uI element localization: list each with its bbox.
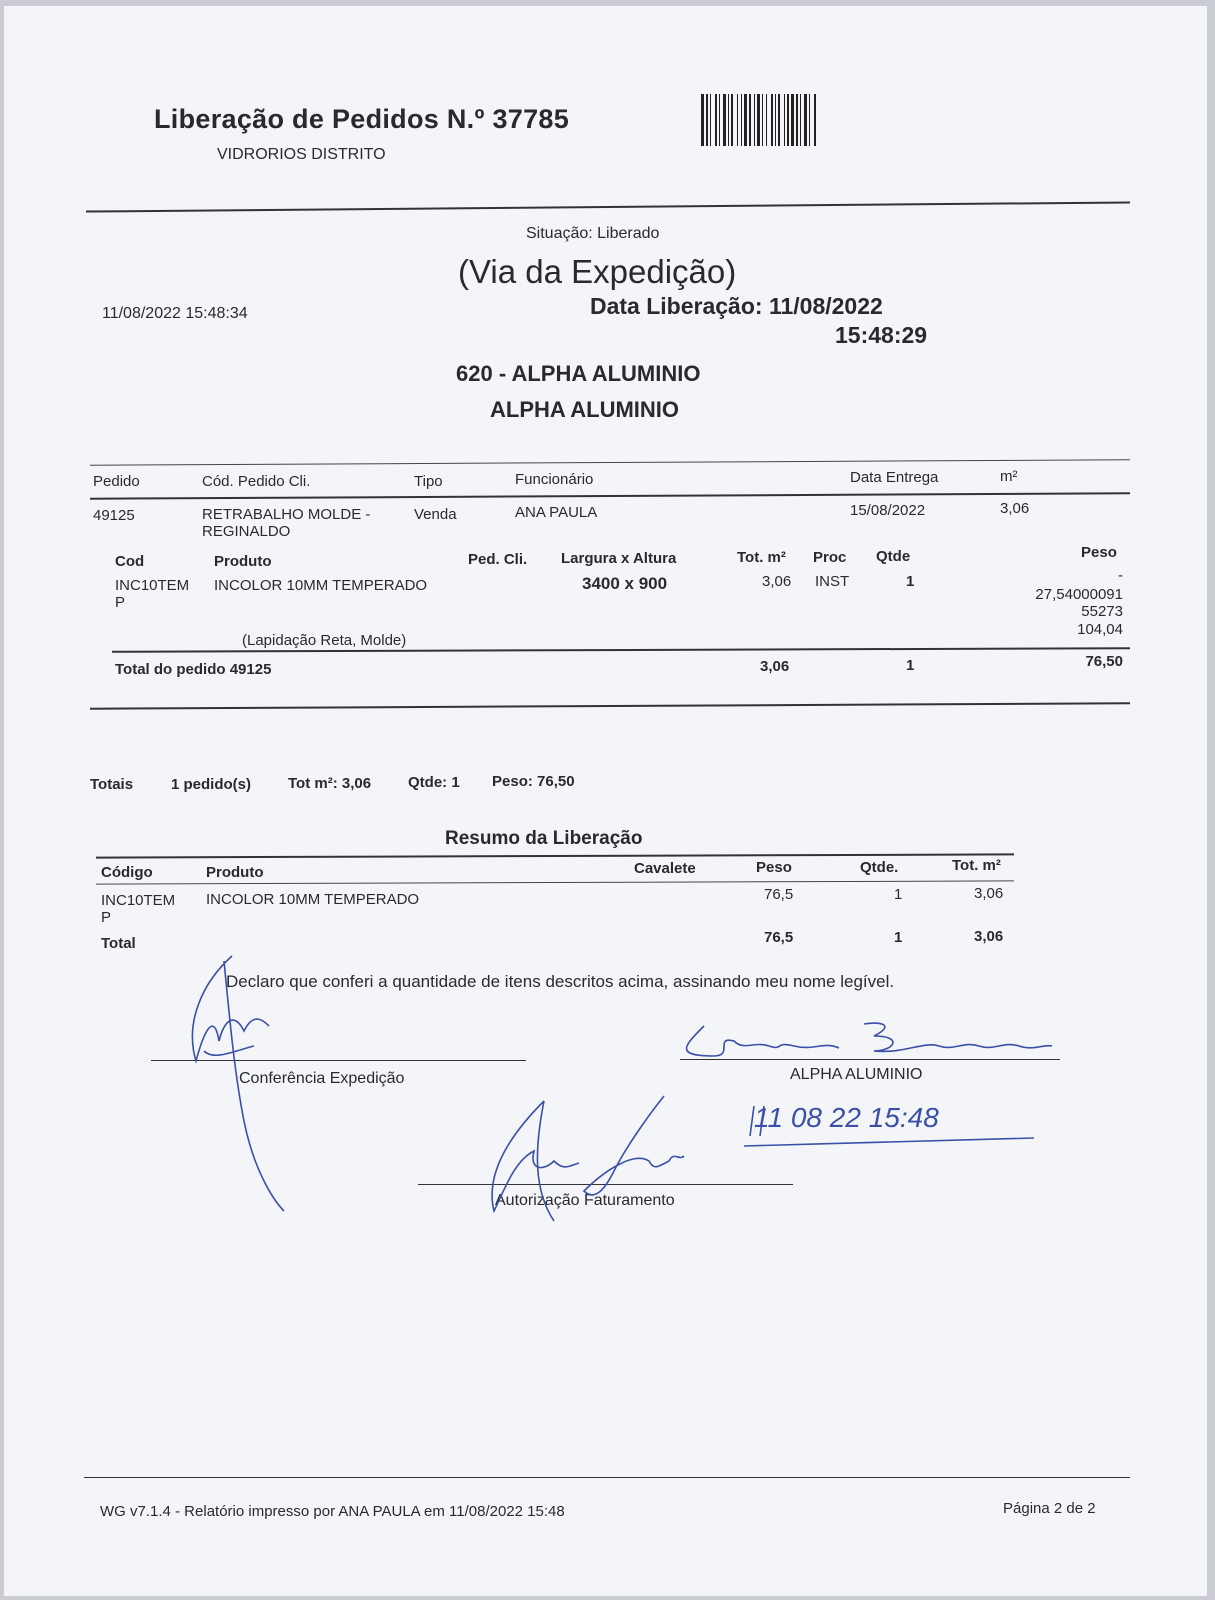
item-col-ped-cli: Ped. Cli.	[468, 551, 528, 568]
order-total-qtde: 1	[906, 657, 915, 674]
order-total-m2: 3,06	[760, 658, 790, 675]
col-header-funcionario: Funcionário	[515, 471, 594, 488]
col-header-m2: m²	[1000, 468, 1018, 485]
divider	[84, 1477, 1130, 1478]
print-timestamp: 11/08/2022 15:48:34	[102, 305, 248, 322]
divider	[90, 492, 1130, 499]
order-m2: 3,06	[1000, 500, 1030, 517]
release-date: Data Liberação: 11/08/2022	[590, 293, 883, 319]
item-peso-line: 55273	[1081, 603, 1123, 620]
item-col-tot-m2: Tot. m²	[737, 549, 786, 566]
summary-item-qtde: 1	[894, 886, 903, 903]
client-order-code: RETRABALHO MOLDE -	[202, 506, 371, 523]
col-header-cod-pedido-cli: Cód. Pedido Cli.	[202, 473, 311, 490]
divider	[96, 853, 1014, 858]
page-number: Página 2 de 2	[1003, 1500, 1096, 1517]
declaration-text: Declaro que conferi a quantidade de itens descritos acima, assinando meu nome legível.	[226, 972, 895, 991]
item-col-peso: Peso	[1081, 544, 1117, 561]
handwritten-signature-client	[674, 1016, 1054, 1066]
item-peso-dash: -	[1118, 567, 1123, 584]
order-type: Venda	[414, 506, 457, 523]
release-time: 15:48:29	[835, 322, 928, 348]
summary-item-code-cont: P	[101, 909, 112, 926]
item-proc: INST	[815, 573, 850, 590]
summary-col-peso: Peso	[756, 859, 792, 876]
signature-label-faturamento: Autorização Faturamento	[495, 1192, 675, 1209]
signature-label-expedicao: Conferência Expedição	[239, 1070, 405, 1087]
col-header-pedido: Pedido	[93, 473, 140, 490]
totals-pedidos: 1 pedido(s)	[171, 776, 252, 793]
item-code: INC10TEM	[115, 577, 190, 594]
client-name: ALPHA ALUMINIO	[490, 397, 680, 422]
order-total-label: Total do pedido 49125	[115, 661, 272, 678]
totals-qtde: Qtde: 1	[408, 774, 460, 791]
delivery-date: 15/08/2022	[850, 502, 926, 519]
col-header-data-entrega: Data Entrega	[850, 469, 939, 486]
totals-peso: Peso: 76,50	[492, 773, 575, 790]
divider	[90, 702, 1130, 709]
order-total-peso: 76,50	[1085, 653, 1123, 670]
summary-total-m2: 3,06	[974, 928, 1004, 945]
handwritten-date: 11 08 22 15:48	[754, 1102, 939, 1133]
item-col-qtde: Qtde	[876, 548, 911, 565]
totals-m2: Tot m²: 3,06	[288, 775, 372, 792]
summary-total-peso: 76,5	[764, 929, 794, 946]
divider	[86, 201, 1130, 212]
item-col-largura-altura: Largura x Altura	[561, 550, 677, 567]
client-order-code-cont: REGINALDO	[202, 523, 291, 540]
divider	[90, 459, 1130, 465]
company-name: VIDRORIOS DISTRITO	[217, 146, 386, 163]
item-tot-m2: 3,06	[762, 573, 792, 590]
summary-col-produto: Produto	[206, 864, 264, 881]
item-col-produto: Produto	[214, 553, 272, 570]
summary-col-tot-m2: Tot. m²	[952, 857, 1001, 874]
item-qtde: 1	[906, 573, 915, 590]
summary-item-code: INC10TEM	[101, 892, 176, 909]
summary-col-qtde: Qtde.	[860, 859, 899, 876]
summary-total-label: Total	[101, 935, 136, 952]
item-processing-note: (Lapidação Reta, Molde)	[242, 632, 407, 649]
handwritten-signature-faturamento	[474, 1091, 714, 1231]
item-peso-line: 104,04	[1077, 621, 1123, 638]
footer-info: WG v7.1.4 - Relatório impresso por ANA PAULA em 11/08/2022 15:48	[100, 1503, 565, 1520]
document-page	[4, 6, 1207, 1596]
employee: ANA PAULA	[515, 504, 598, 521]
copy-type-heading: (Via da Expedição)	[458, 253, 737, 290]
summary-item-peso: 76,5	[764, 886, 794, 903]
item-peso-line: 27,54000091	[1035, 586, 1123, 603]
summary-item-m2: 3,06	[974, 885, 1004, 902]
item-dimensions: 3400 x 900	[582, 574, 668, 593]
summary-item-product: INCOLOR 10MM TEMPERADO	[206, 891, 420, 908]
summary-col-codigo: Código	[101, 864, 153, 881]
summary-title: Resumo da Liberação	[445, 828, 643, 849]
summary-total-qtde: 1	[894, 929, 903, 946]
handwritten-signature-expedicao	[174, 951, 304, 1221]
item-product: INCOLOR 10MM TEMPERADO	[214, 577, 428, 594]
item-col-proc: Proc	[813, 549, 847, 566]
status-text: Situação: Liberado	[526, 225, 660, 242]
order-number: 49125	[93, 507, 135, 524]
item-code-cont: P	[115, 594, 126, 611]
totals-label: Totais	[90, 776, 134, 793]
col-header-tipo: Tipo	[414, 473, 443, 490]
barcode-icon	[701, 94, 886, 146]
signature-label-client: ALPHA ALUMINIO	[790, 1066, 923, 1083]
client-code-name: 620 - ALPHA ALUMINIO	[456, 361, 701, 386]
document-title: Liberação de Pedidos N.º 37785	[154, 104, 570, 134]
item-col-cod: Cod	[115, 553, 145, 570]
summary-col-cavalete: Cavalete	[634, 860, 696, 877]
divider	[96, 880, 1014, 884]
